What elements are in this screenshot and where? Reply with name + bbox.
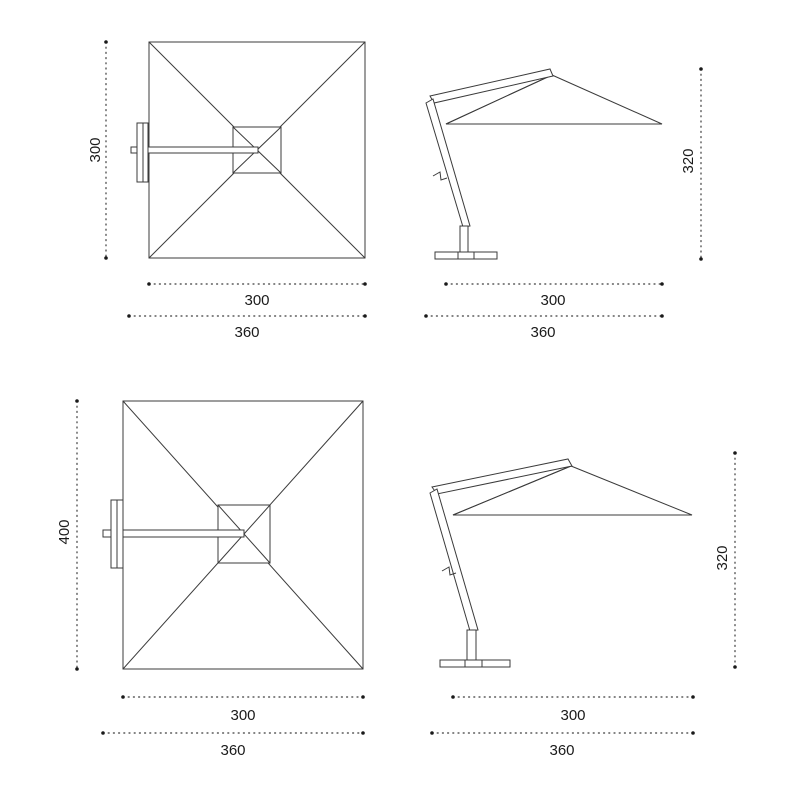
side-overall-dimension-top [424,314,664,341]
plan-depth-dimension-bottom [56,399,79,671]
side-canopy-label-bottom: 300 [560,707,586,724]
side-height-dimension-bottom [714,451,737,669]
plan-width-label-bottom: 300 [230,707,256,724]
side-height-label-bottom: 320 [714,545,731,571]
plan-view-top [131,42,365,258]
side-view-bottom [430,459,692,667]
side-canopy-dimension-bottom [451,695,695,724]
plan-overall-label-top: 360 [234,324,260,341]
plan-depth-label-bottom: 400 [56,519,73,545]
plan-overall-dimension-top [127,314,367,341]
side-overall-dimension-bottom [430,731,695,759]
side-overall-label-bottom: 360 [549,742,575,759]
side-overall-label-top: 360 [530,324,556,341]
plan-width-dimension-top [147,282,367,309]
plan-width-label-top: 300 [244,292,270,309]
side-height-label-top: 320 [680,148,697,174]
plan-overall-label-bottom: 360 [220,742,246,759]
side-view-top [426,69,662,259]
plan-depth-dimension-top [87,40,108,260]
side-canopy-label-top: 300 [540,292,566,309]
side-canopy-dimension-top [444,282,664,309]
plan-depth-label-top: 300 [87,137,104,163]
side-height-dimension-top [680,67,703,261]
plan-width-dimension-bottom [121,695,365,724]
plan-view-bottom [103,401,363,669]
plan-overall-dimension-bottom [101,731,365,759]
